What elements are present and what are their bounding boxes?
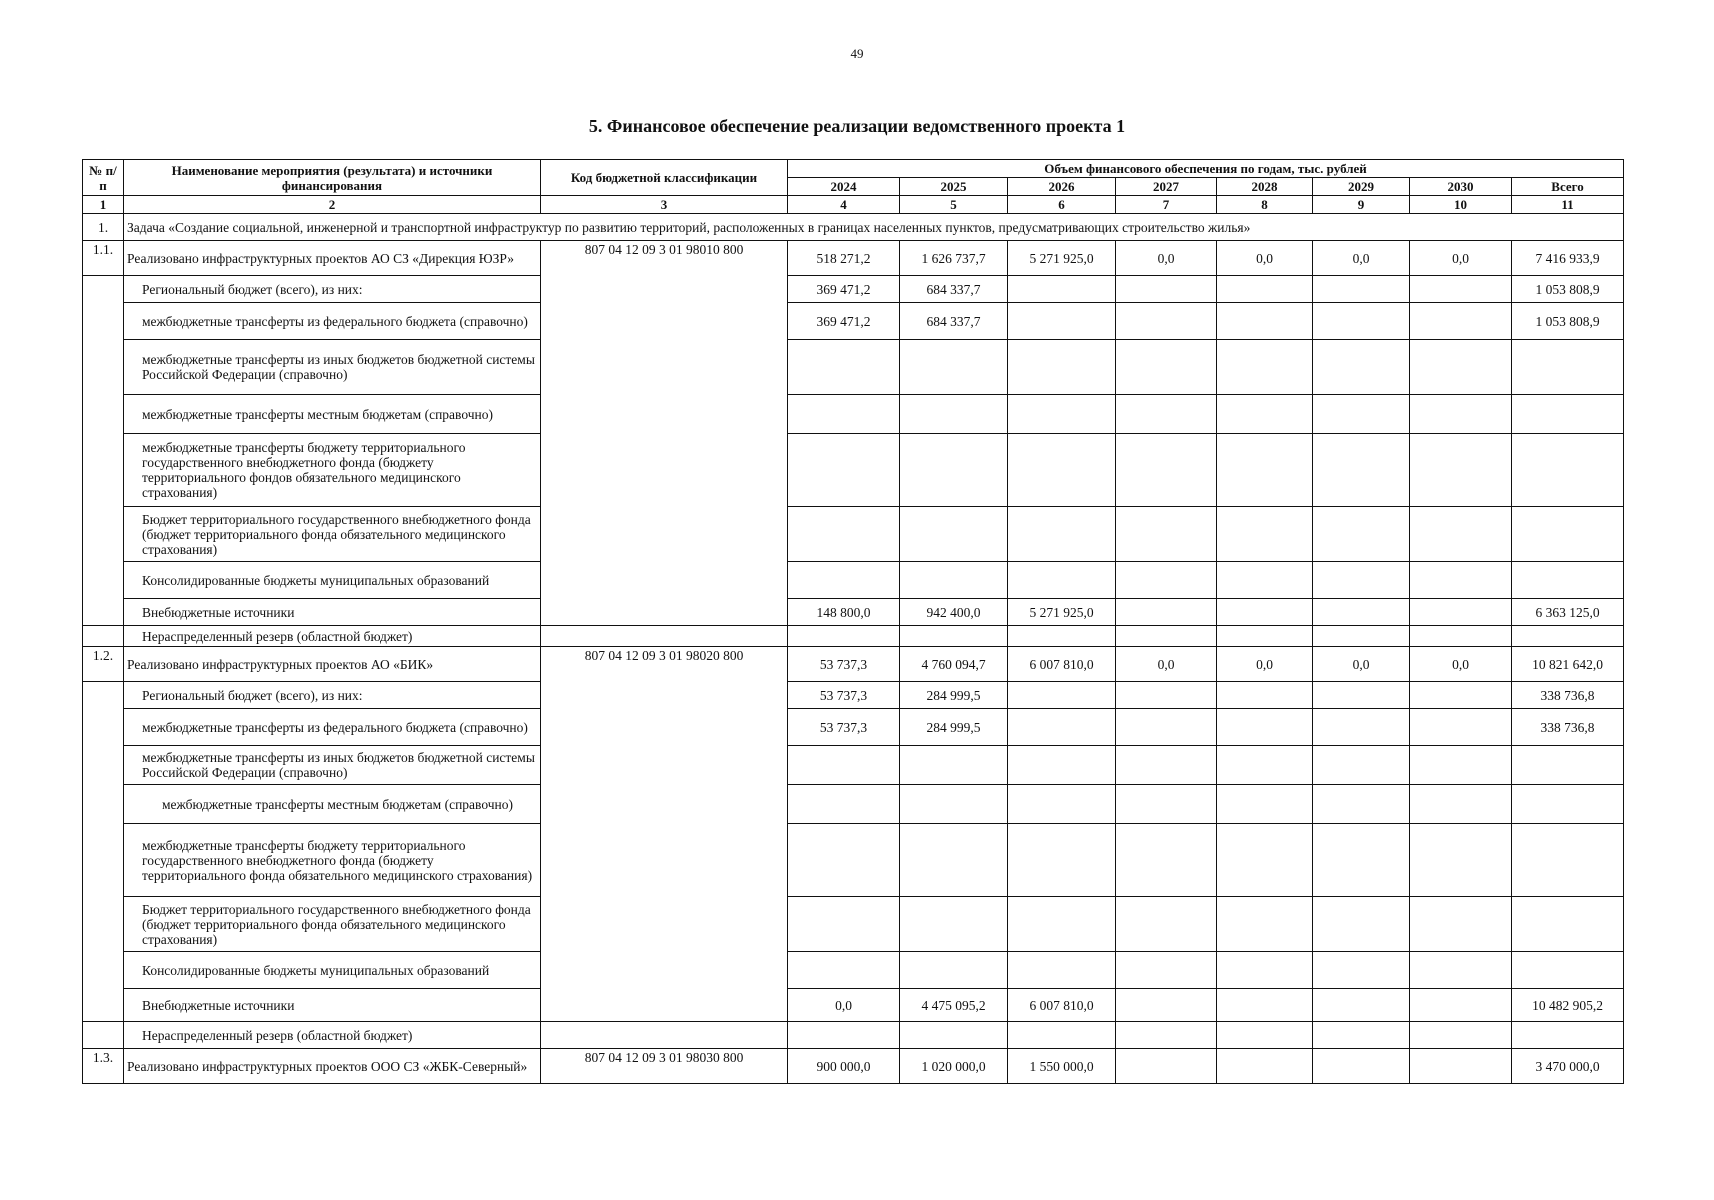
source-label: Региональный бюджет (всего), из них:	[124, 276, 541, 303]
table-body	[83, 214, 1624, 1084]
item-name: Реализовано инфраструктурных проектов АО СЗ «Дирекция ЮЗР»	[124, 241, 541, 276]
value-cell	[1410, 897, 1512, 952]
value-cell: 518 271,2	[788, 241, 900, 276]
value-cell	[1512, 785, 1624, 824]
value-cell	[1410, 340, 1512, 395]
value-cell: 7 416 933,9	[1512, 241, 1624, 276]
value-cell: 0,0	[1410, 647, 1512, 682]
value-cell	[1217, 599, 1313, 626]
value-cell	[900, 434, 1008, 507]
header-year: 2030	[1410, 178, 1512, 196]
code-empty-cell	[541, 1022, 788, 1049]
value-cell	[1410, 395, 1512, 434]
header-index-cell: 10	[1410, 196, 1512, 214]
value-cell	[1410, 682, 1512, 709]
source-label: Бюджет территориального государственного внебюджетного фонда (бюджет территориального фонда обязательного медицинского страхования)	[124, 507, 541, 562]
value-cell	[1313, 434, 1410, 507]
value-cell	[1313, 1049, 1410, 1084]
item-no: 1.3.	[83, 1049, 124, 1084]
value-cell	[1410, 276, 1512, 303]
value-cell	[900, 395, 1008, 434]
value-cell	[1512, 626, 1624, 647]
header-index-cell: 11	[1512, 196, 1624, 214]
value-cell	[1410, 746, 1512, 785]
value-cell: 369 471,2	[788, 303, 900, 340]
value-cell	[1313, 507, 1410, 562]
value-cell	[900, 785, 1008, 824]
header-index-cell: 2	[124, 196, 541, 214]
value-cell: 1 053 808,9	[1512, 303, 1624, 340]
value-cell: 338 736,8	[1512, 709, 1624, 746]
value-cell	[1313, 989, 1410, 1022]
source-label: межбюджетные трансферты местным бюджетам (справочно)	[124, 785, 541, 824]
value-cell: 0,0	[788, 989, 900, 1022]
source-row	[83, 276, 1624, 303]
value-cell	[1008, 340, 1116, 395]
value-cell	[1008, 746, 1116, 785]
value-cell	[1410, 952, 1512, 989]
value-cell	[1008, 434, 1116, 507]
value-cell	[1008, 276, 1116, 303]
value-cell	[1217, 562, 1313, 599]
value-cell	[1217, 507, 1313, 562]
header-index-row	[83, 196, 1624, 214]
source-label: Консолидированные бюджеты муниципальных образований	[124, 952, 541, 989]
value-cell	[1217, 897, 1313, 952]
value-cell	[1512, 824, 1624, 897]
value-cell	[900, 562, 1008, 599]
value-cell	[1008, 785, 1116, 824]
value-cell: 1 020 000,0	[900, 1049, 1008, 1084]
task-row	[83, 214, 1624, 241]
value-cell: 5 271 925,0	[1008, 241, 1116, 276]
value-cell	[1512, 1022, 1624, 1049]
value-cell	[788, 746, 900, 785]
source-row	[83, 599, 1624, 626]
value-cell	[1008, 395, 1116, 434]
financing-table	[82, 159, 1624, 1084]
source-label: межбюджетные трансферты бюджету территориального государственного внебюджетного фонда (бюджету территориального фондов обязательного медицинского страхования)	[124, 434, 541, 507]
value-cell	[788, 562, 900, 599]
value-cell: 0,0	[1217, 647, 1313, 682]
value-cell	[1313, 395, 1410, 434]
source-label: Консолидированные бюджеты муниципальных образований	[124, 562, 541, 599]
value-cell: 0,0	[1116, 241, 1217, 276]
value-cell	[1410, 989, 1512, 1022]
value-cell: 1 550 000,0	[1008, 1049, 1116, 1084]
value-cell	[1410, 1022, 1512, 1049]
item-code: 807 04 12 09 3 01 98010 800	[541, 241, 788, 626]
header-volume: Объем финансового обеспечения по годам, тыс. рублей	[788, 160, 1624, 178]
value-cell	[1116, 276, 1217, 303]
value-cell	[900, 626, 1008, 647]
source-row	[83, 746, 1624, 785]
value-cell	[900, 1022, 1008, 1049]
value-cell	[1512, 395, 1624, 434]
item-row	[83, 241, 1624, 276]
value-cell	[1217, 1049, 1313, 1084]
no-spacer-cell	[83, 1022, 124, 1049]
value-cell	[900, 824, 1008, 897]
value-cell: 0,0	[1313, 647, 1410, 682]
task-text: Задача «Создание социальной, инженерной и транспортной инфраструктур по развитию территорий, расположенных в границах населенных пунктов, предусматривающих строительство жилья»	[124, 214, 1624, 241]
value-cell: 6 007 810,0	[1008, 647, 1116, 682]
source-label: межбюджетные трансферты из федерального бюджета (справочно)	[124, 303, 541, 340]
value-cell: 1 053 808,9	[1512, 276, 1624, 303]
value-cell	[1410, 785, 1512, 824]
value-cell	[1116, 952, 1217, 989]
value-cell	[900, 746, 1008, 785]
header-row-1	[83, 160, 1624, 178]
value-cell	[1008, 824, 1116, 897]
value-cell	[1008, 626, 1116, 647]
value-cell	[1313, 709, 1410, 746]
value-cell	[1008, 897, 1116, 952]
value-cell	[1116, 395, 1217, 434]
value-cell	[1313, 276, 1410, 303]
source-row	[83, 709, 1624, 746]
no-spacer-cell	[83, 276, 124, 626]
header-year: 2026	[1008, 178, 1116, 196]
no-spacer-cell	[83, 626, 124, 647]
source-row	[83, 952, 1624, 989]
header-index-cell: 9	[1313, 196, 1410, 214]
source-label: межбюджетные трансферты из иных бюджетов бюджетной системы Российской Федерации (справочно)	[124, 746, 541, 785]
value-cell	[1410, 824, 1512, 897]
value-cell	[788, 507, 900, 562]
value-cell	[1313, 952, 1410, 989]
value-cell	[1116, 626, 1217, 647]
value-cell	[1116, 682, 1217, 709]
reserve-label: Нераспределенный резерв (областной бюджет)	[124, 1022, 541, 1049]
value-cell	[1410, 434, 1512, 507]
page-title: 5. Финансовое обеспечение реализации ведомственного проекта 1	[588, 116, 1126, 136]
value-cell	[1116, 303, 1217, 340]
source-label: Внебюджетные источники	[124, 989, 541, 1022]
value-cell	[788, 952, 900, 989]
header-index-cell: 8	[1217, 196, 1313, 214]
source-row	[83, 682, 1624, 709]
value-cell	[1313, 897, 1410, 952]
value-cell	[1217, 709, 1313, 746]
value-cell	[1008, 303, 1116, 340]
value-cell	[1217, 785, 1313, 824]
value-cell	[1116, 824, 1217, 897]
source-row	[83, 989, 1624, 1022]
item-name: Реализовано инфраструктурных проектов АО «БИК»	[124, 647, 541, 682]
value-cell	[1410, 599, 1512, 626]
item-no: 1.2.	[83, 647, 124, 682]
value-cell	[1116, 989, 1217, 1022]
value-cell	[1217, 303, 1313, 340]
value-cell	[1217, 626, 1313, 647]
reserve-row	[83, 626, 1624, 647]
value-cell	[1217, 989, 1313, 1022]
value-cell	[788, 824, 900, 897]
value-cell	[1116, 746, 1217, 785]
value-cell	[1217, 824, 1313, 897]
value-cell: 3 470 000,0	[1512, 1049, 1624, 1084]
header-index-cell: 6	[1008, 196, 1116, 214]
header-index-cell: 4	[788, 196, 900, 214]
value-cell	[1512, 952, 1624, 989]
value-cell: 148 800,0	[788, 599, 900, 626]
value-cell	[1512, 434, 1624, 507]
value-cell: 284 999,5	[900, 682, 1008, 709]
value-cell	[1116, 507, 1217, 562]
item-row	[83, 1049, 1624, 1084]
header-index-cell: 5	[900, 196, 1008, 214]
value-cell	[1410, 1049, 1512, 1084]
value-cell: 53 737,3	[788, 647, 900, 682]
value-cell	[1410, 626, 1512, 647]
header-index-cell: 1	[83, 196, 124, 214]
value-cell	[1008, 562, 1116, 599]
value-cell	[1410, 709, 1512, 746]
value-cell	[1512, 340, 1624, 395]
item-code: 807 04 12 09 3 01 98030 800	[541, 1049, 788, 1084]
value-cell	[1008, 1022, 1116, 1049]
source-row	[83, 434, 1624, 507]
value-cell	[1512, 562, 1624, 599]
value-cell	[1313, 1022, 1410, 1049]
value-cell	[1512, 897, 1624, 952]
source-row	[83, 785, 1624, 824]
header-name: Наименование мероприятия (результата) и источники финансирования	[124, 160, 541, 196]
value-cell	[788, 1022, 900, 1049]
value-cell	[1217, 952, 1313, 989]
header-year: 2028	[1217, 178, 1313, 196]
source-label: межбюджетные трансферты из федерального бюджета (справочно)	[124, 709, 541, 746]
value-cell: 4 475 095,2	[900, 989, 1008, 1022]
value-cell	[1116, 562, 1217, 599]
item-row	[83, 647, 1624, 682]
value-cell	[1116, 897, 1217, 952]
value-cell: 0,0	[1116, 647, 1217, 682]
value-cell	[1410, 562, 1512, 599]
value-cell: 284 999,5	[900, 709, 1008, 746]
value-cell: 0,0	[1217, 241, 1313, 276]
value-cell: 0,0	[1313, 241, 1410, 276]
value-cell	[900, 507, 1008, 562]
value-cell	[1313, 599, 1410, 626]
page-number: 49	[850, 46, 864, 61]
value-cell	[1116, 1049, 1217, 1084]
value-cell: 369 471,2	[788, 276, 900, 303]
value-cell	[1008, 709, 1116, 746]
value-cell: 53 737,3	[788, 682, 900, 709]
value-cell: 6 007 810,0	[1008, 989, 1116, 1022]
header-year: 2029	[1313, 178, 1410, 196]
value-cell	[1313, 682, 1410, 709]
value-cell	[1410, 303, 1512, 340]
value-cell	[1512, 507, 1624, 562]
source-label: Региональный бюджет (всего), из них:	[124, 682, 541, 709]
value-cell	[900, 897, 1008, 952]
value-cell	[1217, 1022, 1313, 1049]
value-cell	[1313, 340, 1410, 395]
value-cell: 1 626 737,7	[900, 241, 1008, 276]
source-row	[83, 340, 1624, 395]
value-cell	[1116, 340, 1217, 395]
value-cell	[900, 340, 1008, 395]
no-spacer-cell	[83, 682, 124, 1022]
source-label: межбюджетные трансферты местным бюджетам (справочно)	[124, 395, 541, 434]
item-no: 1.1.	[83, 241, 124, 276]
value-cell	[1008, 952, 1116, 989]
item-name: Реализовано инфраструктурных проектов ООО СЗ «ЖБК-Северный»	[124, 1049, 541, 1084]
source-row	[83, 824, 1624, 897]
value-cell	[1217, 682, 1313, 709]
value-cell: 10 821 642,0	[1512, 647, 1624, 682]
value-cell	[788, 340, 900, 395]
value-cell	[1512, 746, 1624, 785]
value-cell	[1116, 434, 1217, 507]
source-row	[83, 507, 1624, 562]
item-code: 807 04 12 09 3 01 98020 800	[541, 647, 788, 1022]
reserve-label: Нераспределенный резерв (областной бюджет)	[124, 626, 541, 647]
value-cell	[1217, 434, 1313, 507]
header-no: № п/п	[83, 160, 124, 196]
value-cell: 0,0	[1410, 241, 1512, 276]
task-no: 1.	[83, 214, 124, 241]
source-row	[83, 562, 1624, 599]
value-cell	[1313, 303, 1410, 340]
value-cell: 53 737,3	[788, 709, 900, 746]
source-label: межбюджетные трансферты бюджету территориального государственного внебюджетного фонда (бюджету территориального фонда обязательного медицинского страхования)	[124, 824, 541, 897]
value-cell	[788, 434, 900, 507]
value-cell	[1313, 626, 1410, 647]
value-cell: 900 000,0	[788, 1049, 900, 1084]
value-cell	[1217, 395, 1313, 434]
header-year: Всего	[1512, 178, 1624, 196]
header-year: 2025	[900, 178, 1008, 196]
value-cell	[1410, 507, 1512, 562]
value-cell	[1217, 276, 1313, 303]
value-cell	[1116, 709, 1217, 746]
value-cell	[1116, 1022, 1217, 1049]
header-index-cell: 7	[1116, 196, 1217, 214]
value-cell	[788, 395, 900, 434]
code-empty-cell	[541, 626, 788, 647]
header-year: 2027	[1116, 178, 1217, 196]
value-cell	[1217, 340, 1313, 395]
header-year: 2024	[788, 178, 900, 196]
value-cell	[1116, 599, 1217, 626]
value-cell	[1313, 824, 1410, 897]
source-row	[83, 897, 1624, 952]
value-cell: 684 337,7	[900, 303, 1008, 340]
value-cell	[1313, 785, 1410, 824]
value-cell	[1116, 785, 1217, 824]
source-label: Бюджет территориального государственного внебюджетного фонда (бюджет территориального фонда обязательного медицинского страхования)	[124, 897, 541, 952]
value-cell: 942 400,0	[900, 599, 1008, 626]
value-cell: 684 337,7	[900, 276, 1008, 303]
header-index-cell: 3	[541, 196, 788, 214]
value-cell: 10 482 905,2	[1512, 989, 1624, 1022]
value-cell: 6 363 125,0	[1512, 599, 1624, 626]
source-row	[83, 395, 1624, 434]
value-cell	[1008, 507, 1116, 562]
source-label: Внебюджетные источники	[124, 599, 541, 626]
value-cell	[788, 785, 900, 824]
value-cell	[900, 952, 1008, 989]
value-cell: 4 760 094,7	[900, 647, 1008, 682]
value-cell	[788, 626, 900, 647]
value-cell	[1008, 682, 1116, 709]
source-row	[83, 303, 1624, 340]
value-cell	[788, 897, 900, 952]
value-cell	[1313, 746, 1410, 785]
reserve-row	[83, 1022, 1624, 1049]
value-cell	[1313, 562, 1410, 599]
value-cell: 338 736,8	[1512, 682, 1624, 709]
value-cell	[1217, 746, 1313, 785]
source-label: межбюджетные трансферты из иных бюджетов бюджетной системы Российской Федерации (справочно)	[124, 340, 541, 395]
header-code: Код бюджетной классификации	[541, 160, 788, 196]
value-cell: 5 271 925,0	[1008, 599, 1116, 626]
